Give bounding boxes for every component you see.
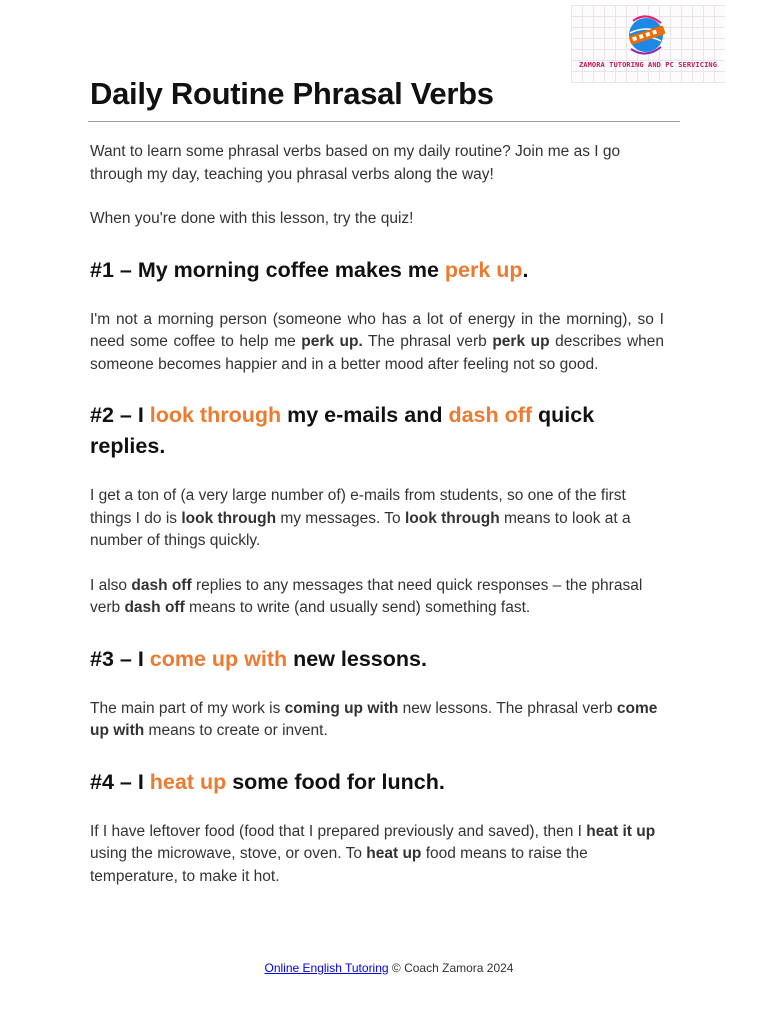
section-4-paragraph: If I have leftover food (food that I prepared previously and saved), then I heat it up using the microwave, stove, or oven. To heat up food means to raise the temperature, to make it hot. (90, 822, 656, 885)
section-4-heading: #4 – I heat up some food for lunch. (90, 769, 445, 794)
section-1-paragraph: I'm not a morning person (someone who has a lot of energy in the morning), so I need some coffee to help me perk up. The phrasal verb perk up describes when someone becomes happier and in a better mood after feeling not so good. (90, 310, 664, 373)
section-3-heading: #3 – I come up with new lessons. (90, 646, 427, 671)
intro-paragraph: Want to learn some phrasal verbs based on my daily routine? Join me as I go through my day, teaching you phrasal verbs along the way! (90, 143, 621, 183)
document-body (90, 141, 664, 888)
quiz-paragraph: When you're done with this lesson, try the quiz! (90, 210, 414, 227)
footer-link[interactable]: Online English Tutoring (264, 961, 389, 975)
section-2-paragraph-1: I get a ton of (a very large number of) e-mails from students, so one of the first things I do is look through my messages. To look through means to look at a number of things quickly. (90, 487, 631, 549)
section-2-paragraph-2: I also dash off replies to any messages that need quick responses – the phrasal verb dash off means to write (and usually send) something fast. (90, 576, 643, 616)
section-3-paragraph: The main part of my work is coming up with new lessons. The phrasal verb come up with means to create or invent. (90, 699, 658, 739)
section-2-heading: #2 – I look through my e-mails and dash off quick replies. (90, 403, 595, 458)
logo-text: ZAMORA TUTORING AND PC SERVICING (578, 61, 718, 69)
logo (571, 5, 725, 83)
page-title: Daily Routine Phrasal Verbs (90, 76, 494, 111)
section-1-heading: #1 – My morning coffee makes me perk up. (90, 257, 529, 282)
globe-film-icon (623, 13, 669, 59)
copyright-text: © Coach Zamora 2024 (388, 961, 514, 975)
title-divider (88, 121, 680, 122)
footer (0, 961, 768, 975)
